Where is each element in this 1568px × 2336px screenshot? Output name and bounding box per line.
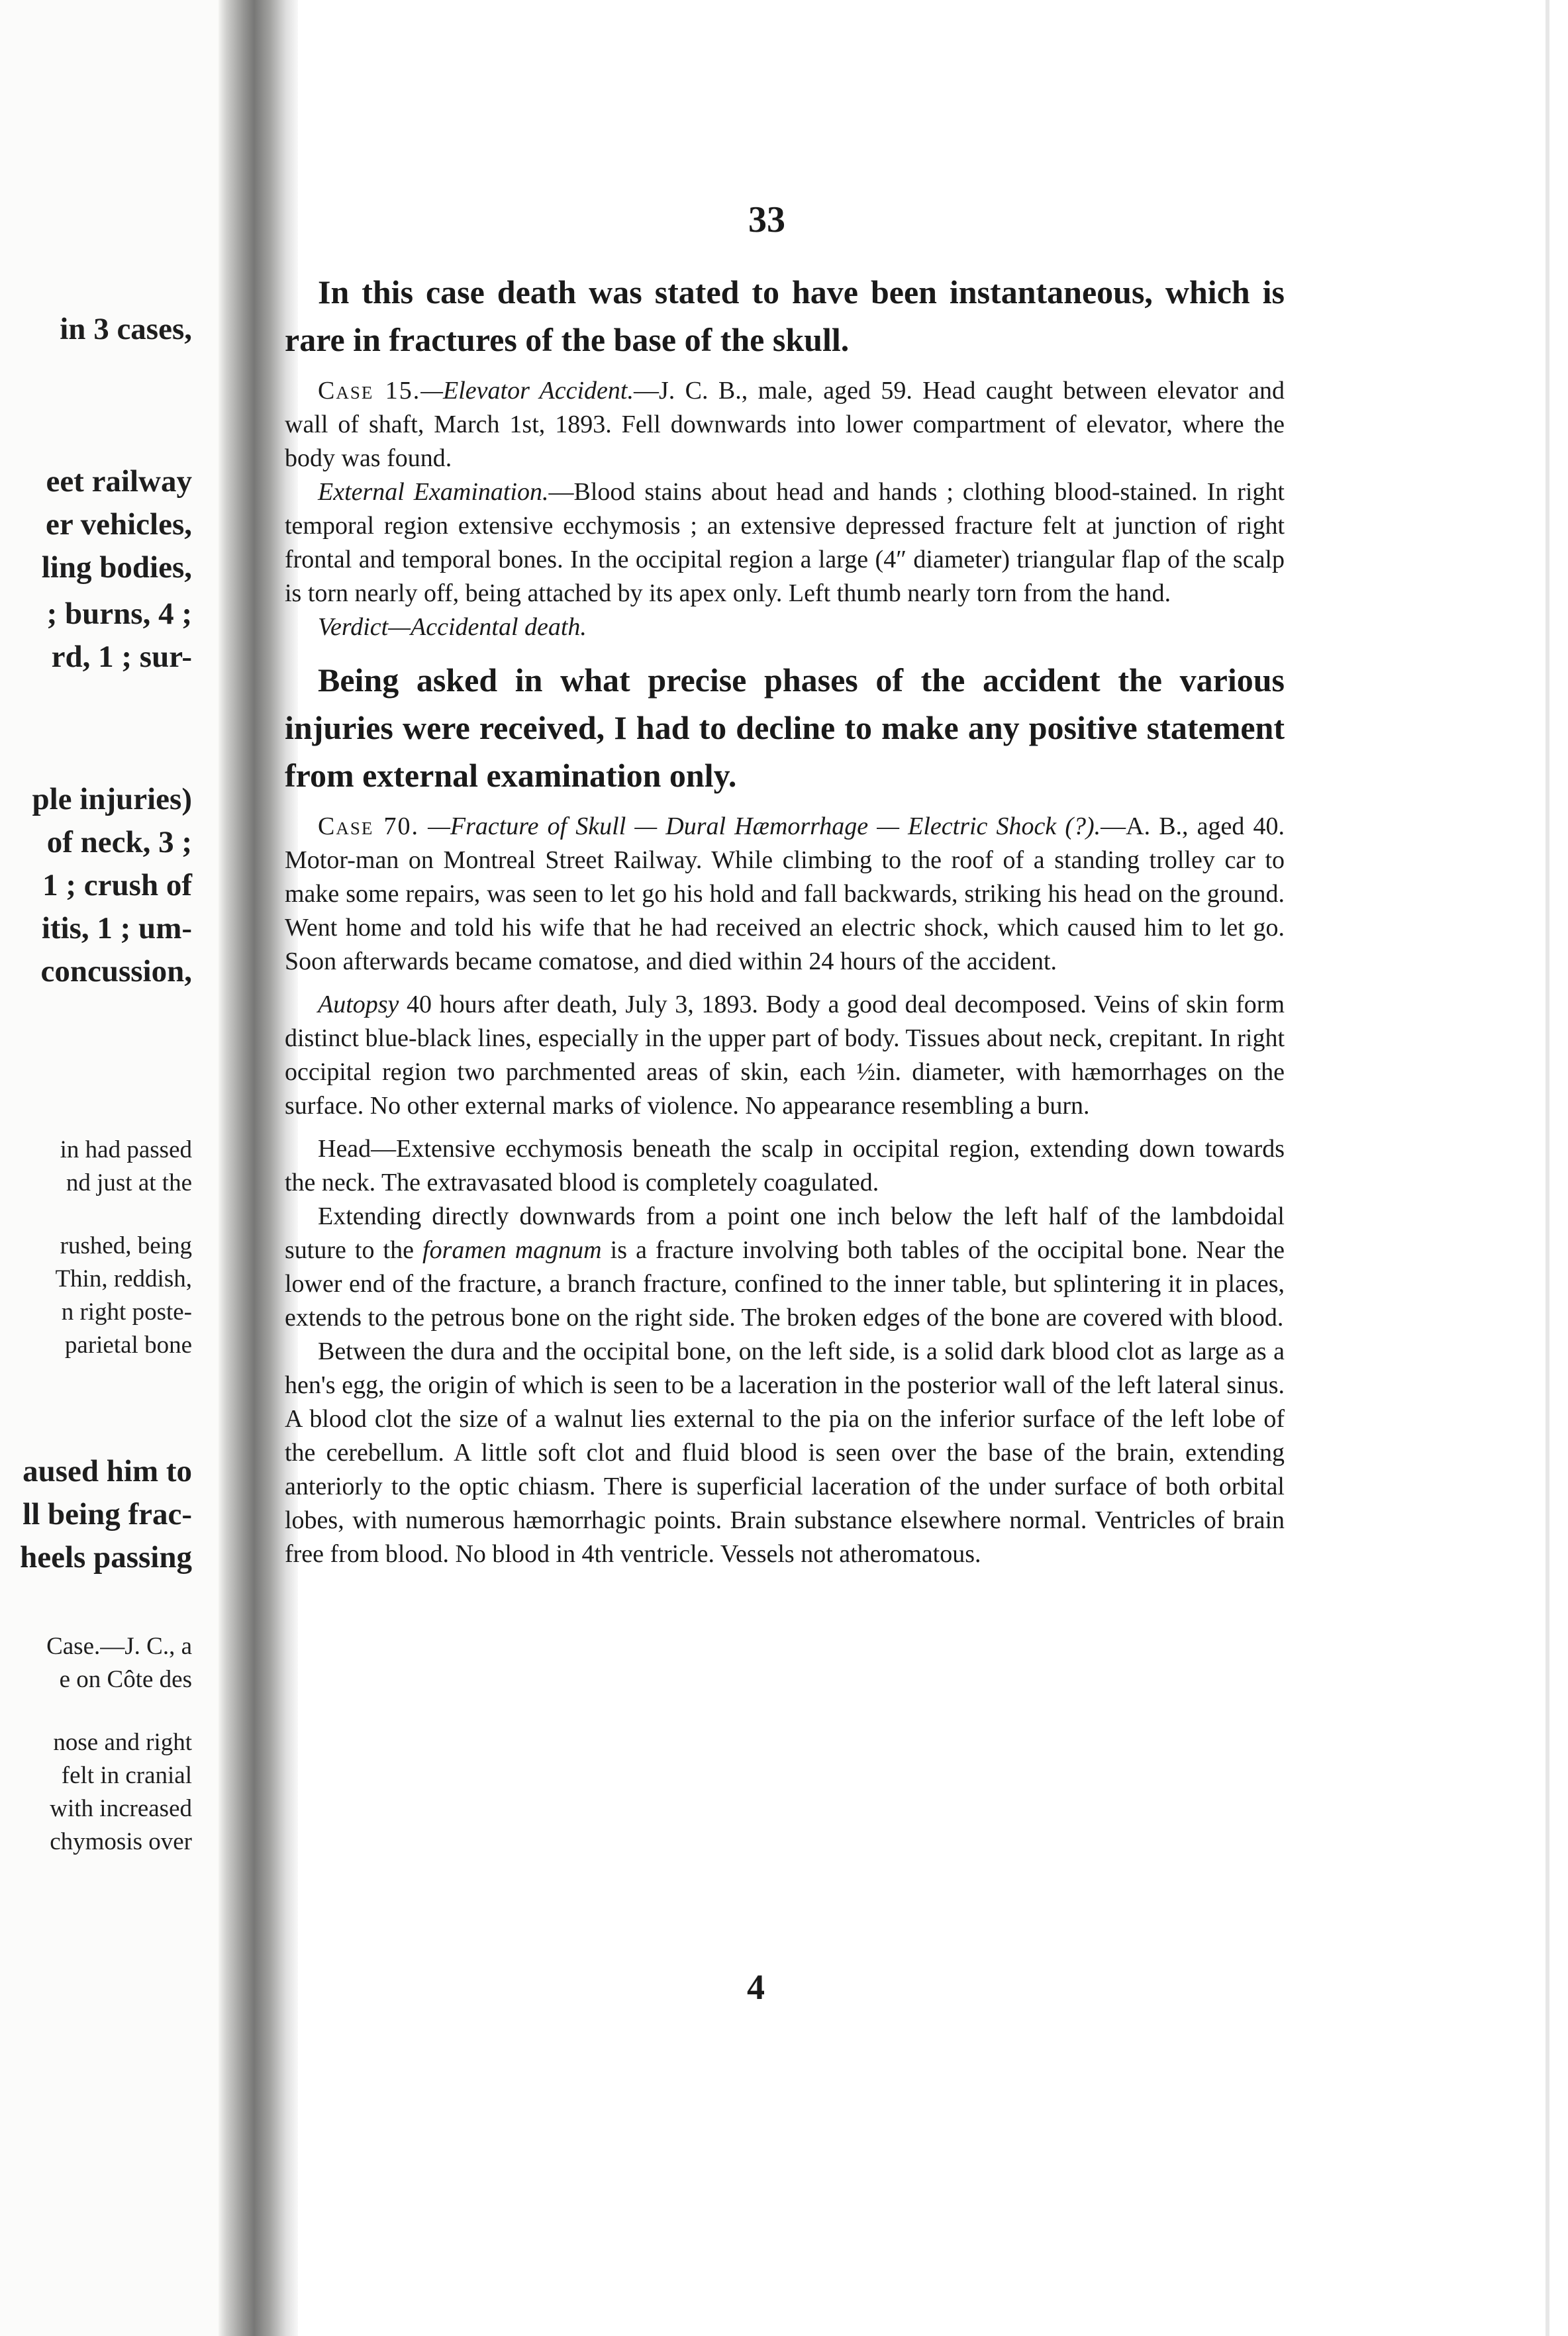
left-page-line: itis, 1 ; um- (41, 911, 192, 946)
autopsy-paragraph (285, 988, 1285, 1123)
left-page-line: of neck, 3 ; (46, 825, 192, 859)
autopsy-label: Autopsy (318, 991, 399, 1018)
dura-paragraph: Between the dura and the occipital bone, on the left side, is a solid dark blood clot as large as a hen's egg, the origin of which is seen to be a laceration in the posterior wall of the left lateral sinus. A blood clot the size of a walnut lies external to the pia on the inferior surface of the left lobe of the cerebellum. A little soft clot and fluid blood is seen over the base of the brain, extending anteriorly to the optic chiasm. There is superficial laceration of the under surface of both orbital lobes, with numerous hæmorrhagic points. Brain substance elsewhere normal. Ventricles of brain free from blood. No blood in 4th ventricle. Vessels not atheromatous. (285, 1338, 1285, 1568)
signature-mark: 4 (747, 1967, 765, 2007)
case-70-paragraph (285, 810, 1285, 979)
case-70-title: —Fracture of Skull — Dural Hæmorrhage — Electric Shock (?). (418, 812, 1101, 840)
external-exam-label: External Examination. (318, 478, 549, 506)
left-page-line: parietal bone (64, 1332, 192, 1359)
head-paragraph: Head—Extensive ecchymosis beneath the scalp in occipital region, extending down towards the neck. The extravasated blood is completely coagulated. (285, 1135, 1285, 1196)
case-15-label: Case 15. (318, 377, 421, 405)
left-page-line: ling bodies, (41, 550, 192, 585)
external-exam-paragraph (285, 475, 1285, 610)
fracture-text-b: is a fracture involving both tables of the occipital bone. Near the lower end of the fracture, a branch fracture, confined to the inner table, but splintering it in places, extends to the petrous bone on the right side. The broken edges of the bone are covered with blood. (285, 1236, 1285, 1332)
left-page-line: in 3 cases, (60, 312, 192, 346)
external-exam-text: —Blood stains about head and hands ; clothing blood-stained. In right temporal region extensive ecchymosis ; an extensive depressed fracture felt at junction of right frontal and temporal bones. In the occipital region a large (4″ diameter) triangular flap of the scalp is torn nearly off, being attached by its apex only. Left thumb nearly torn from the hand. (285, 478, 1285, 607)
page-number: 33 (748, 199, 785, 240)
left-page-line: ple injuries) (32, 782, 192, 816)
main-text (285, 268, 1285, 1571)
page-edge (1545, 0, 1549, 2336)
left-page-line: in had passed (60, 1136, 192, 1163)
left-page-line: n right poste- (61, 1298, 192, 1326)
remark-paragraph: Being asked in what precise phases of the accident the various injuries were received, I had to decline to make any positive statement from external examination only. (285, 661, 1285, 794)
left-page-line: ll being frac- (23, 1497, 192, 1532)
case-15-title: —Elevator Accident. (420, 377, 634, 405)
foramen-magnum-term: foramen magnum (422, 1236, 602, 1264)
left-page-line: eet railway (46, 464, 192, 499)
left-page-line: Case.—J. C., a (46, 1633, 192, 1660)
left-page-fragment (0, 0, 219, 2336)
fracture-paragraph (285, 1200, 1285, 1335)
intro-paragraph: In this case death was stated to have been instantaneous, which is rare in fractures of the base of the skull. (285, 273, 1285, 358)
left-page-line: aused him to (23, 1454, 192, 1488)
left-page-line: Thin, reddish, (55, 1265, 192, 1292)
left-page-line: concussion, (40, 954, 192, 989)
left-page-line: with increased (50, 1795, 192, 1822)
fracture-text-a: Extending directly downwards from a point one inch below the left half of the lambdoidal suture to the (285, 1202, 1285, 1264)
case-15-text: —J. C. B., male, aged 59. Head caught between elevator and wall of shaft, March 1st, 1893. Fell downwards into lower compartment of elevator, where the body was found. (285, 377, 1285, 472)
left-page-line: 1 ; crush of (42, 868, 192, 902)
case-70-text: —A. B., aged 40. Motor-man on Montreal Street Railway. While climbing to the roof of a standing trolley car to make some repairs, was seen to let go his hold and fall backwards, striking his head on the ground. Went home and told his wife that he had received an electric shock, which caused him to let go. Soon afterwards became comatose, and died within 24 hours of the accident. (285, 812, 1285, 975)
left-page-line: rd, 1 ; sur- (51, 640, 192, 674)
left-page-line: e on Côte des (59, 1666, 192, 1693)
left-page-line: nd just at the (66, 1169, 192, 1196)
left-page-line: chymosis over (50, 1828, 192, 1855)
autopsy-text: 40 hours after death, July 3, 1893. Body a good deal decomposed. Veins of skin form distinct blue-black lines, especially in the upper part of body. Tissues about neck, crepitant. In right occipital region two parchmented areas of skin, each ½in. diameter, with hæmorrhages on the surface. No other external marks of violence. No appearance resembling a burn. (285, 991, 1285, 1120)
left-page-line: nose and right (53, 1729, 192, 1756)
left-page-line: rushed, being (60, 1232, 192, 1259)
case-70-label: Case 70. (318, 812, 419, 840)
left-page-line: heels passing (20, 1540, 192, 1575)
verdict-line: Verdict—Accidental death. (318, 613, 587, 641)
left-page-line: felt in cranial (61, 1762, 192, 1789)
left-page-line: er vehicles, (45, 507, 192, 542)
case-15-paragraph (285, 374, 1285, 475)
left-page-line: ; burns, 4 ; (46, 597, 192, 631)
